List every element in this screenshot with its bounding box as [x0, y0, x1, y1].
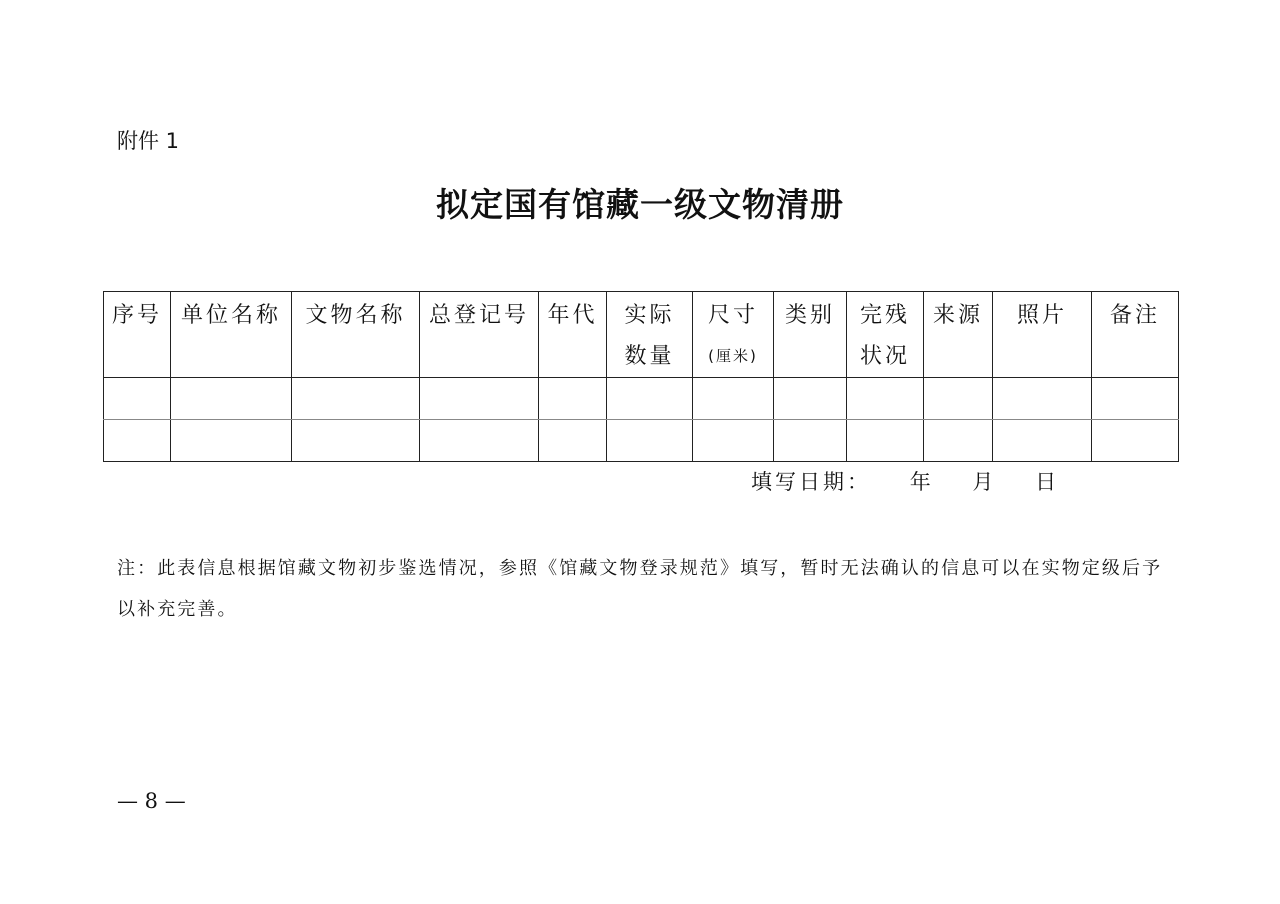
header-size: 尺寸 (厘米) [693, 292, 774, 378]
footnote: 注：此表信息根据馆藏文物初步鉴选情况，参照《馆藏文物登录规范》填写，暂时无法确认的信息可以在实物定级后予以补充完善。 [117, 558, 1163, 620]
table-cell[interactable] [539, 378, 607, 420]
table-cell[interactable] [104, 420, 171, 462]
header-era: 年代 [539, 292, 607, 378]
relic-list-table [103, 291, 1179, 462]
table-cell[interactable] [292, 378, 420, 420]
table-cell[interactable] [292, 420, 420, 462]
page-number: — 8 — [117, 789, 186, 813]
header-seq: 序号 [104, 292, 171, 378]
header-condition: 完残 状况 [847, 292, 924, 378]
table-cell[interactable] [539, 420, 607, 462]
table-cell[interactable] [171, 420, 292, 462]
table-cell[interactable] [774, 378, 847, 420]
table-cell[interactable] [993, 378, 1092, 420]
header-category: 类别 [774, 292, 847, 378]
table-cell[interactable] [847, 420, 924, 462]
table-row [104, 378, 1179, 420]
header-remarks: 备注 [1092, 292, 1179, 378]
table-cell[interactable] [104, 378, 171, 420]
table-row [104, 420, 1179, 462]
table-cell[interactable] [693, 378, 774, 420]
table-cell[interactable] [847, 378, 924, 420]
table-cell[interactable] [774, 420, 847, 462]
table-cell[interactable] [420, 378, 539, 420]
header-source: 来源 [924, 292, 993, 378]
table-cell[interactable] [607, 378, 693, 420]
fill-date: 填写日期： 年 月 日 [751, 470, 1060, 494]
table-cell[interactable] [993, 420, 1092, 462]
header-relic-name: 文物名称 [292, 292, 420, 378]
table-cell[interactable] [693, 420, 774, 462]
header-unit-name: 单位名称 [171, 292, 292, 378]
table-cell[interactable] [1092, 420, 1179, 462]
header-register-no: 总登记号 [420, 292, 539, 378]
header-quantity: 实际 数量 [607, 292, 693, 378]
header-size-unit: (厘米) [708, 347, 758, 365]
table-cell[interactable] [607, 420, 693, 462]
table-cell[interactable] [1092, 378, 1179, 420]
attachment-label: 附件 1 [117, 129, 180, 153]
header-photo: 照片 [993, 292, 1092, 378]
table-cell[interactable] [420, 420, 539, 462]
table-cell[interactable] [171, 378, 292, 420]
table-cell[interactable] [924, 378, 993, 420]
table-header-row [104, 292, 1179, 378]
table-cell[interactable] [924, 420, 993, 462]
page-title: 拟定国有馆藏一级文物清册 [436, 185, 844, 224]
